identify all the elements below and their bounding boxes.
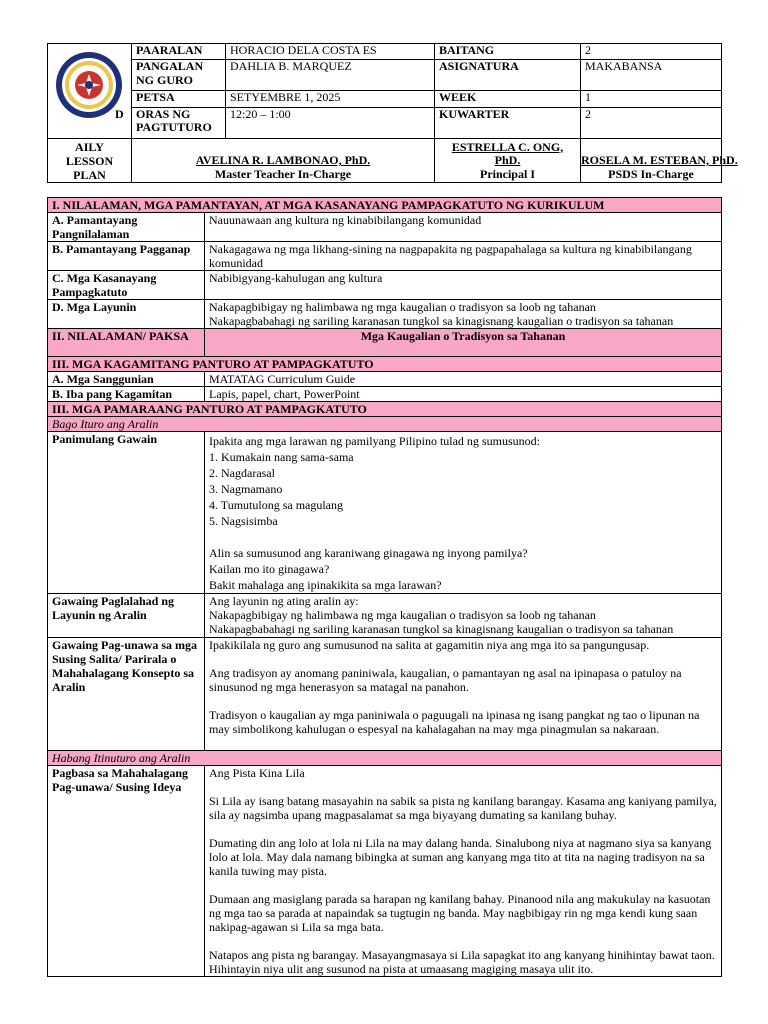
signatory-name: AVELINA R. LAMBONAO, PhD. — [195, 153, 371, 167]
value-oras: 12:20 – 1:00 — [226, 107, 435, 138]
dlp-caption — [48, 139, 132, 183]
row-label: Gawaing Paglalahad ng Layunin ng Aralin — [48, 594, 205, 638]
instruction: Ipakita ang mga larawan ng pamilyang Pilipino tulad ng sumusunod: — [209, 434, 540, 448]
value-petsa: SETYEMBRE 1, 2025 — [226, 91, 435, 107]
row-value: Lapis, papel, chart, PowerPoint — [205, 387, 722, 402]
school-seal-icon — [54, 50, 124, 120]
objective: Nakapagbibigay ng halimbawa ng mga kaugalian o tradisyon sa loob ng tahanan — [209, 300, 596, 314]
story-paragraph: Si Lila ay isang batang masayahin na sabik sa pista ng kanilang barangay. Kasama ang kaniyang pamilya, sila ay nagsimba upang magpasalamat sa mga biyayang dumating sa kanilang buhay. — [209, 794, 717, 822]
value-week: 1 — [581, 91, 722, 107]
row-value: Nakagagawa ng mga likhang-sining na nagpapakita ng pagpapahalaga sa kultura ng kinabibilangang komunidad — [205, 242, 722, 271]
dlp-caption-line: LESSON — [65, 154, 114, 168]
list-item: 2. Nagdarasal — [209, 466, 275, 480]
logo-letter: D — [115, 107, 124, 121]
value-baitang: 2 — [581, 44, 722, 60]
subsection-header: Bago Ituro ang Aralin — [48, 417, 722, 432]
subsection-header: Habang Itinuturo ang Aralin — [48, 751, 722, 766]
dlp-caption-line: PLAN — [73, 168, 106, 182]
signatory-2 — [435, 139, 581, 183]
section-header: II. NILALAMAN/ PAKSA — [48, 329, 205, 357]
row-label: A. Pamantayang Pangnilalaman — [48, 213, 205, 242]
story-title: Ang Pista Kina Lila — [209, 766, 305, 780]
text-line: Nakapagbibigay ng halimbawa ng mga kaugalian o tradisyon sa loob ng tahanan — [209, 608, 596, 622]
row-value — [205, 432, 722, 594]
value-guro: DAHLIA B. MARQUEZ — [226, 60, 435, 91]
list-item: 4. Tumutulong sa magulang — [209, 498, 344, 512]
objective: Nakapagbabahagi ng sariling karanasan tungkol sa kinagisnang kaugalian o tradisyon sa tahanan — [209, 314, 674, 328]
label-oras: ORAS NG PAGTUTURO — [132, 107, 226, 138]
story-paragraph: Dumaan ang masiglang parada sa harapan ng kanilang bahay. Pinanood nila ang makukulay na kasuotan ng mga tao sa parada at napaindak sa tugtugin ng banda. May nagbibigay rin ng mga kendi kung saan nakipag-agawan si Lila sa mga bata. — [209, 892, 711, 934]
question: Kailan mo ito ginagawa? — [209, 562, 330, 576]
text-line: Nakapagbabahagi ng sariling karanasan tungkol sa kinagisnang kaugalian o tradisyon sa tahanan — [209, 622, 674, 636]
signatory-1 — [132, 139, 435, 183]
label-kuwarter: KUWARTER — [435, 107, 581, 138]
section-header: I. NILALAMAN, MGA PAMANTAYAN, AT MGA KASANAYANG PAMPAGKATUTO NG KURIKULUM — [48, 198, 722, 213]
list-item: 1. Kumakain nang sama-sama — [209, 450, 354, 464]
label-baitang: BAITANG — [435, 44, 581, 60]
section-header: III. MGA PAMARAANG PANTURO AT PAMPAGKATUTO — [48, 402, 722, 417]
signatory-title: Master Teacher In-Charge — [214, 166, 352, 181]
row-value — [205, 594, 722, 638]
list-item: 5. Nagsisimba — [209, 514, 278, 528]
question: Alin sa sumusunod ang karaniwang ginagawa ng inyong pamilya? — [209, 546, 528, 560]
signatory-title: Principal I — [479, 166, 535, 181]
row-value — [205, 766, 722, 977]
row-label: B. Pamantayang Pagganap — [48, 242, 205, 271]
label-asignatura: ASIGNATURA — [435, 60, 581, 91]
signatory-title: PSDS In-Charge — [608, 166, 694, 181]
paragraph: Tradisyon o kaugalian ay mga paniniwala o paguugali na ipinasa ng isang pangkat ng tao o lipunan na may simbolikong kahulugan o espesyal na kahalagahan na may mga pinagmulan sa nakaraan. — [209, 708, 700, 736]
row-label: Panimulang Gawain — [48, 432, 205, 594]
row-label: C. Mga Kasanayang Pampagkatuto — [48, 271, 205, 300]
paragraph: Ipakikilala ng guro ang sumusunod na salita at gagamitin niya ang mga ito sa pangungusap. — [209, 638, 650, 652]
question: Bakit mahalaga ang ipinakikita sa mga larawan? — [209, 578, 442, 592]
value-kuwarter: 2 — [581, 107, 722, 138]
text-line: Ang layunin ng ating aralin ay: — [209, 594, 359, 608]
signatory-3 — [581, 139, 738, 183]
row-value: MATATAG Curriculum Guide — [205, 372, 722, 387]
value-asignatura: MAKABANSA — [581, 60, 722, 91]
story-paragraph: Natapos ang pista ng barangay. Masayangmasaya si Lila sapagkat ito ang kanyang hinihintay bawat taon. Hihintayin niya ulit ang susunod na pista at umaasang magiging masaya ulit ito. — [209, 948, 715, 976]
label-guro: PANGALAN NG GURO — [132, 60, 226, 91]
row-value — [205, 638, 722, 751]
label-paaralan: PAARALAN — [132, 44, 226, 60]
signatory-name: ROSELA M. ESTEBAN, PhD. — [581, 153, 738, 167]
row-value: Nauunawaan ang kultura ng kinabibilangang komunidad — [205, 213, 722, 242]
label-petsa: PETSA — [132, 91, 226, 107]
signatory-name: ESTRELLA C. ONG, PhD. — [451, 139, 564, 167]
lesson-plan-table — [47, 197, 722, 977]
topic-title: Mga Kaugalian o Tradisyon sa Tahanan — [205, 329, 722, 357]
logo-cell — [48, 44, 132, 139]
header-table — [47, 43, 738, 183]
row-label: Gawaing Pag-unawa sa mga Susing Salita/ Parirala o Mahahalagang Konsepto sa Aralin — [48, 638, 205, 751]
label-week: WEEK — [435, 91, 581, 107]
list-item: 3. Nagmamano — [209, 482, 283, 496]
value-paaralan: HORACIO DELA COSTA ES — [226, 44, 435, 60]
row-value — [205, 300, 722, 329]
row-value: Nabibigyang-kahulugan ang kultura — [205, 271, 722, 300]
row-label: Pagbasa sa Mahahalagang Pag-unawa/ Susing Ideya — [48, 766, 205, 977]
row-label: D. Mga Layunin — [48, 300, 205, 329]
story-paragraph: Dumating din ang lolo at lola ni Lila na may dalang handa. Sinalubong niya at nagmano siya sa kanyang lolo at lola. May dala namang bibingka at suman ang kanyang mga tito at tita na naging tradisyon na sa kanila tuwing may pista. — [209, 836, 712, 878]
dlp-caption-line: AILY — [75, 140, 104, 154]
row-label: A. Mga Sanggunian — [48, 372, 205, 387]
row-label: B. Iba pang Kagamitan — [48, 387, 205, 402]
paragraph: Ang tradisyon ay anomang paniniwala, kaugalian, o pamantayan ng asal na ipinapasa o patuloy na sinusunod ng mga henerasyon sa matagal na panahon. — [209, 666, 682, 694]
section-header: III. MGA KAGAMITANG PANTURO AT PAMPAGKATUTO — [48, 357, 722, 372]
